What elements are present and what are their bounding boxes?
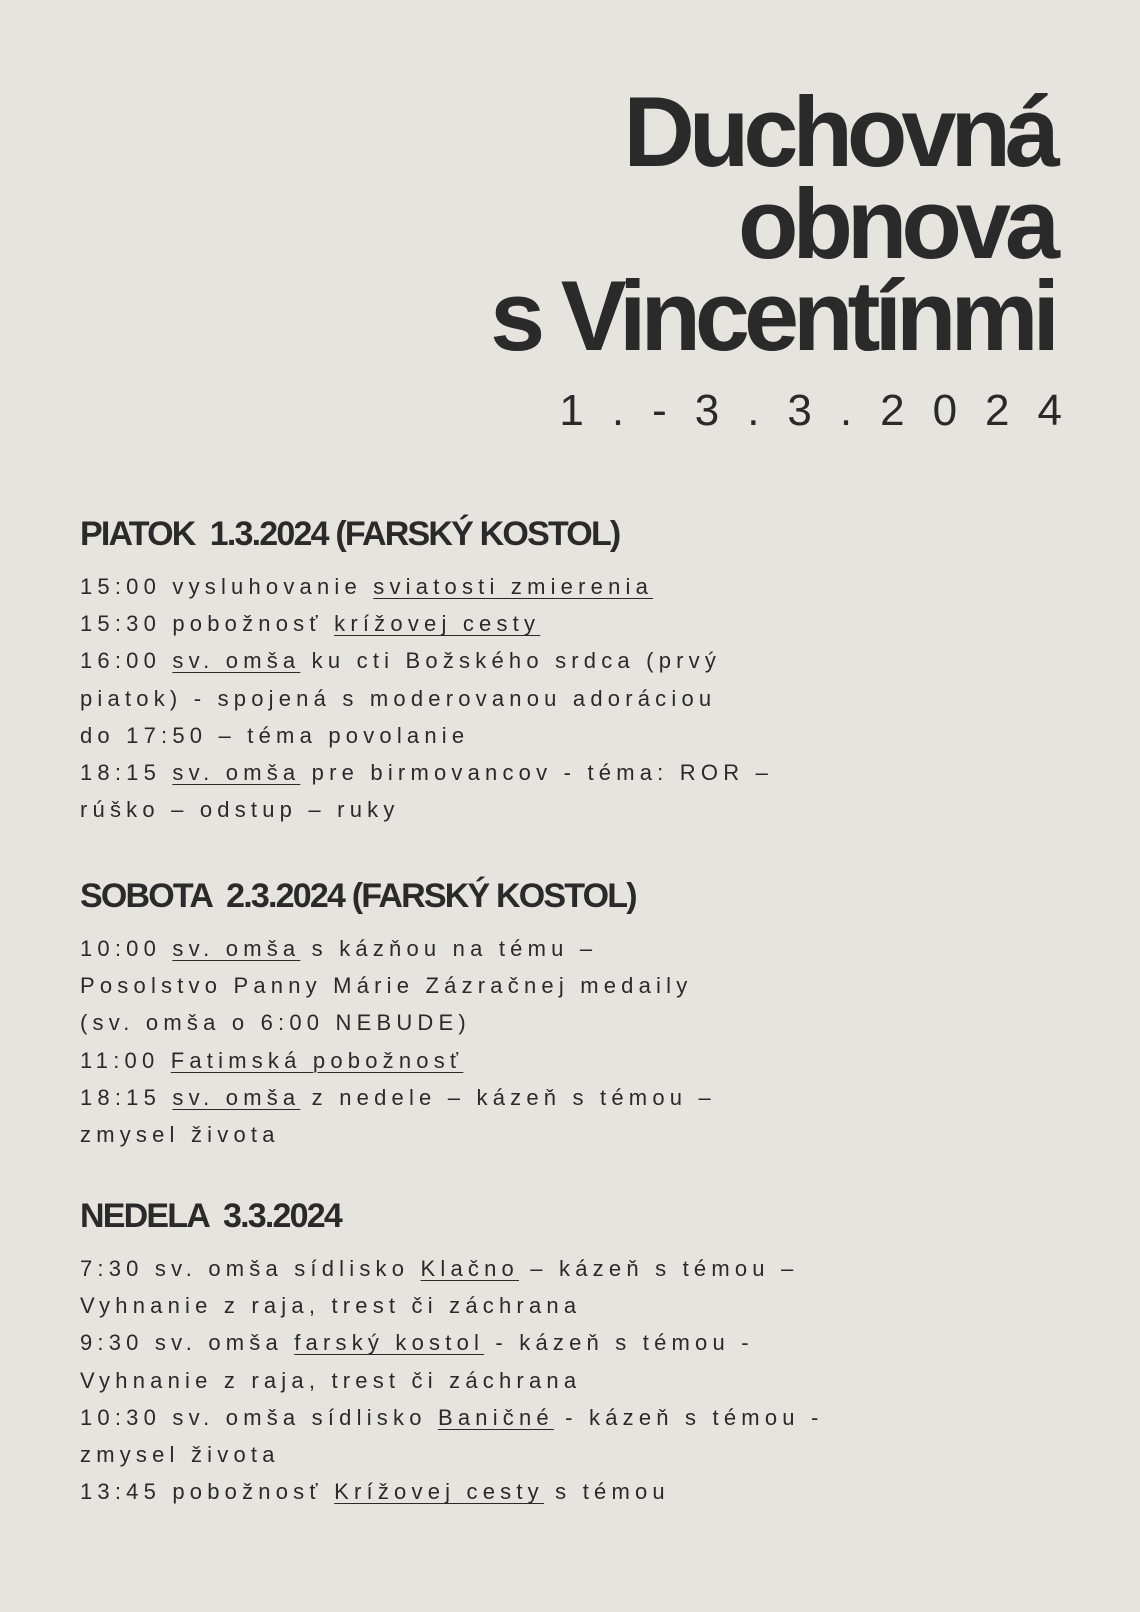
schedule-link[interactable]: Fatimská pobožnosť xyxy=(170,1047,464,1073)
line-text: 16:00 xyxy=(80,648,173,674)
schedule-link[interactable]: sviatosti zmierenia xyxy=(373,574,654,599)
schedule-line xyxy=(80,1324,1080,1361)
title-block xyxy=(490,76,1054,371)
schedule-line xyxy=(80,1079,1080,1116)
schedule-line xyxy=(80,1399,1080,1436)
line-text: rúško – odstup – ruky xyxy=(80,797,400,823)
schedule-list xyxy=(80,568,1080,828)
line-text: zmysel života xyxy=(80,1122,280,1148)
schedule-line xyxy=(80,930,1080,967)
schedule-list xyxy=(80,930,1080,1153)
schedule-line xyxy=(80,568,1080,605)
schedule-link[interactable]: sv. omša xyxy=(172,1084,301,1110)
title-line-2: obnova xyxy=(737,168,1054,279)
schedule-line xyxy=(80,1287,1080,1324)
event-date: 1.-3.3.2024 xyxy=(559,386,1090,435)
schedule-link[interactable]: sv. omša xyxy=(172,648,301,674)
line-text: 18:15 xyxy=(80,1084,173,1110)
section-heading: SOBOTA 2.3.2024 (FARSKÝ KOSTOL) xyxy=(80,877,636,915)
line-text: 11:00 xyxy=(80,1047,171,1073)
schedule-line xyxy=(80,680,1080,717)
section-heading: PIATOK 1.3.2024 (FARSKÝ KOSTOL) xyxy=(80,515,620,553)
schedule-link[interactable]: Klačno xyxy=(420,1256,519,1281)
line-text: 15:00 vysluhovanie xyxy=(80,574,374,599)
schedule-line xyxy=(80,754,1080,791)
title-line-1: Duchovná xyxy=(623,76,1054,187)
line-text: piatok) - spojená s moderovanou adoráciou xyxy=(80,685,717,711)
line-text: - kázeň s témou - xyxy=(553,1404,824,1430)
line-text: 10:00 xyxy=(80,936,173,961)
schedule-line xyxy=(80,605,1080,642)
schedule-line xyxy=(80,1042,1080,1079)
line-text: 9:30 sv. omša xyxy=(80,1330,295,1356)
schedule-list xyxy=(80,1250,1080,1510)
title-line-3: s Vincentínmi xyxy=(490,260,1054,371)
schedule-line xyxy=(80,1004,1080,1041)
schedule-line xyxy=(80,717,1080,754)
schedule-link[interactable]: Baničné xyxy=(437,1404,554,1430)
line-text: ku cti Božského srdca (prvý xyxy=(300,648,722,674)
schedule-link[interactable]: sv. omša xyxy=(172,936,301,961)
line-text: s témou xyxy=(543,1479,670,1505)
section-friday xyxy=(80,514,1080,828)
schedule-line xyxy=(80,1436,1080,1473)
schedule-line xyxy=(80,1362,1080,1399)
line-text: (sv. omša o 6:00 NEBUDE) xyxy=(80,1010,471,1036)
schedule-line xyxy=(80,791,1080,828)
line-text: Posolstvo Panny Márie Zázračnej medaily xyxy=(80,973,693,999)
line-text: 13:45 pobožnosť xyxy=(80,1479,335,1505)
schedule-line xyxy=(80,967,1080,1004)
schedule-line xyxy=(80,642,1080,679)
section-heading: NEDELA 3.3.2024 xyxy=(80,1197,341,1235)
line-text: - kázeň s témou - xyxy=(484,1330,754,1356)
section-sunday xyxy=(80,1196,1080,1510)
schedule-line xyxy=(80,1116,1080,1153)
line-text: do 17:50 – téma povolanie xyxy=(80,722,470,748)
line-text: Vyhnanie z raja, trest či záchrana xyxy=(80,1367,582,1393)
schedule-line xyxy=(80,1473,1080,1510)
line-text: pre birmovancov - téma: ROR – xyxy=(300,760,774,786)
line-text: z nedele – kázeň s témou – xyxy=(300,1084,716,1110)
line-text: s kázňou na tému – xyxy=(300,936,598,961)
schedule-link[interactable]: farský kostol xyxy=(294,1330,485,1356)
line-text: zmysel života xyxy=(80,1442,280,1468)
line-text: 7:30 sv. omša sídlisko xyxy=(80,1256,421,1281)
schedule-link[interactable]: sv. omša xyxy=(172,760,301,786)
schedule-line xyxy=(80,1250,1080,1287)
schedule-link[interactable]: krížovej cesty xyxy=(334,611,541,637)
line-text: 15:30 pobožnosť xyxy=(80,611,335,637)
line-text: 10:30 sv. omša sídlisko xyxy=(80,1404,438,1430)
schedule-link[interactable]: Krížovej cesty xyxy=(334,1479,544,1505)
line-text: 18:15 xyxy=(80,760,173,786)
line-text: Vyhnanie z raja, trest či záchrana xyxy=(80,1293,582,1319)
line-text: – kázeň s témou – xyxy=(518,1256,799,1281)
section-saturday xyxy=(80,876,1080,1153)
